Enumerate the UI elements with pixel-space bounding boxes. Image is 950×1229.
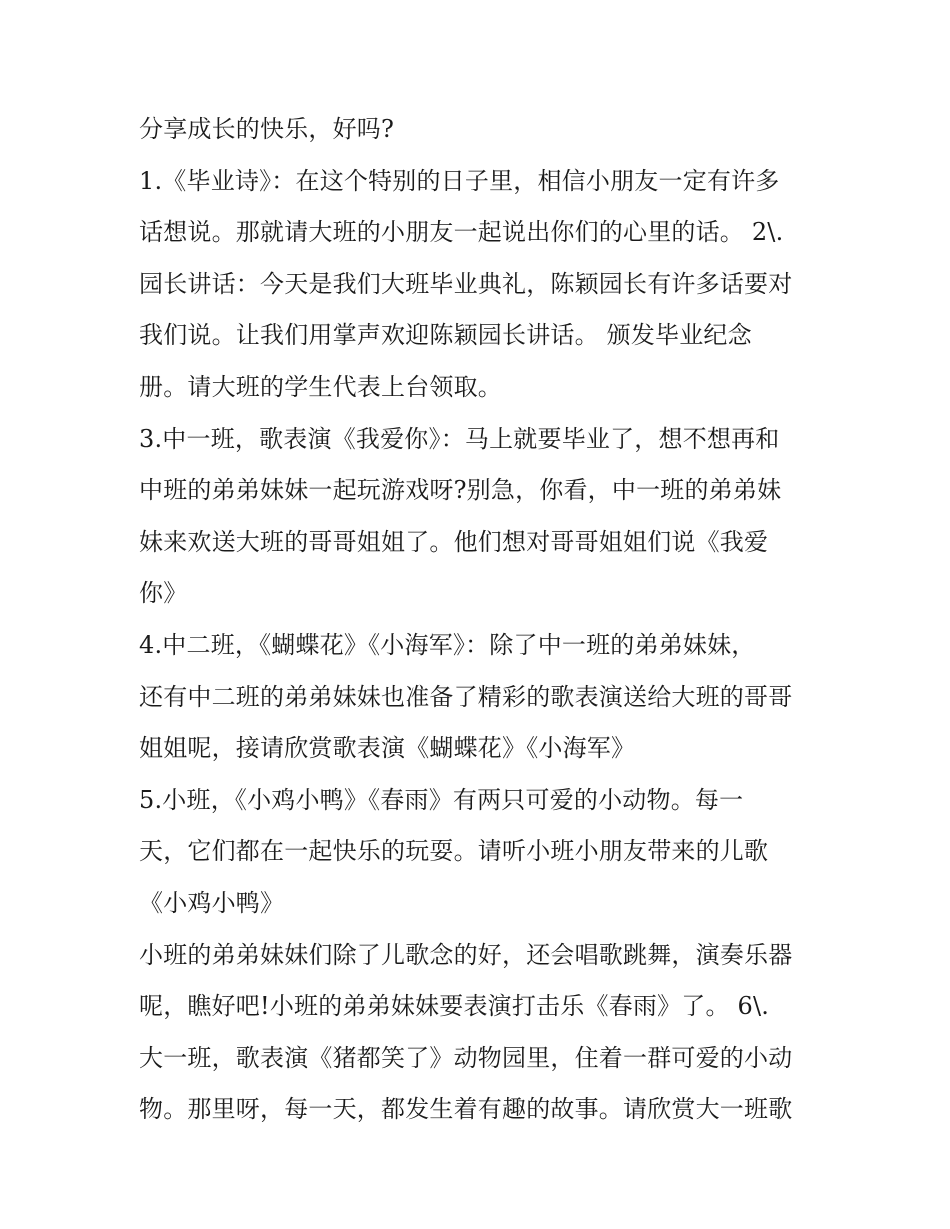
text-line: 我们说。让我们用掌声欢迎陈颖园长讲话。 颁发毕业纪念 [139,321,752,350]
text-line: 妹来欢送大班的哥哥姐姐了。他们想对哥哥姐姐们说《我爱 [139,527,769,556]
text-line: 5.小班，《小鸡小鸭》《春雨》有两只可爱的小动物。每一 [139,785,744,814]
text-line: 还有中二班的弟弟妹妹也准备了精彩的歌表演送给大班的哥哥 [139,682,793,711]
text-line: 册。请大班的学生代表上台领取。 [139,372,502,401]
text-line: 中班的弟弟妹妹一起玩游戏呀?别急，你看，中一班的弟弟妹 [139,476,782,505]
text-line: 物。那里呀，每一天，都发生着有趣的故事。请欣赏大一班歌 [139,1095,793,1124]
text-line: 天，它们都在一起快乐的玩耍。请听小班小朋友带来的儿歌 [139,837,769,866]
text-line: 姐姐呢，接请欣赏歌表演《蝴蝶花》《小海军》 [139,734,636,763]
text-line: 园长讲话：今天是我们大班毕业典礼，陈颖园长有许多话要对 [139,269,793,298]
document-body [139,104,829,1136]
text-line: 《小鸡小鸭》 [139,888,285,917]
text-line: 大一班，歌表演《猪都笑了》动物园里，住着一群可爱的小动 [139,1043,793,1072]
text-line: 小班的弟弟妹妹们除了儿歌念的好，还会唱歌跳舞，演奏乐器 [139,940,793,969]
text-line: 1.《毕业诗》：在这个特别的日子里，相信小朋友一定有许多 [139,166,780,195]
text-line: 3.中一班，歌表演《我爱你》：马上就要毕业了，想不想再和 [139,424,780,453]
text-line: 你》 [139,579,188,608]
text-line: 分享成长的快乐，好吗? [139,115,395,143]
text-line: 话想说。那就请大班的小朋友一起说出你们的心里的话。 2\. [139,218,784,247]
text-line: 呢，瞧好吧!小班的弟弟妹妹要表演打击乐《春雨》了。 6\. [139,992,770,1021]
text-line: 4.中二班，《蝴蝶花》《小海军》：除了中一班的弟弟妹妹， [139,630,756,659]
